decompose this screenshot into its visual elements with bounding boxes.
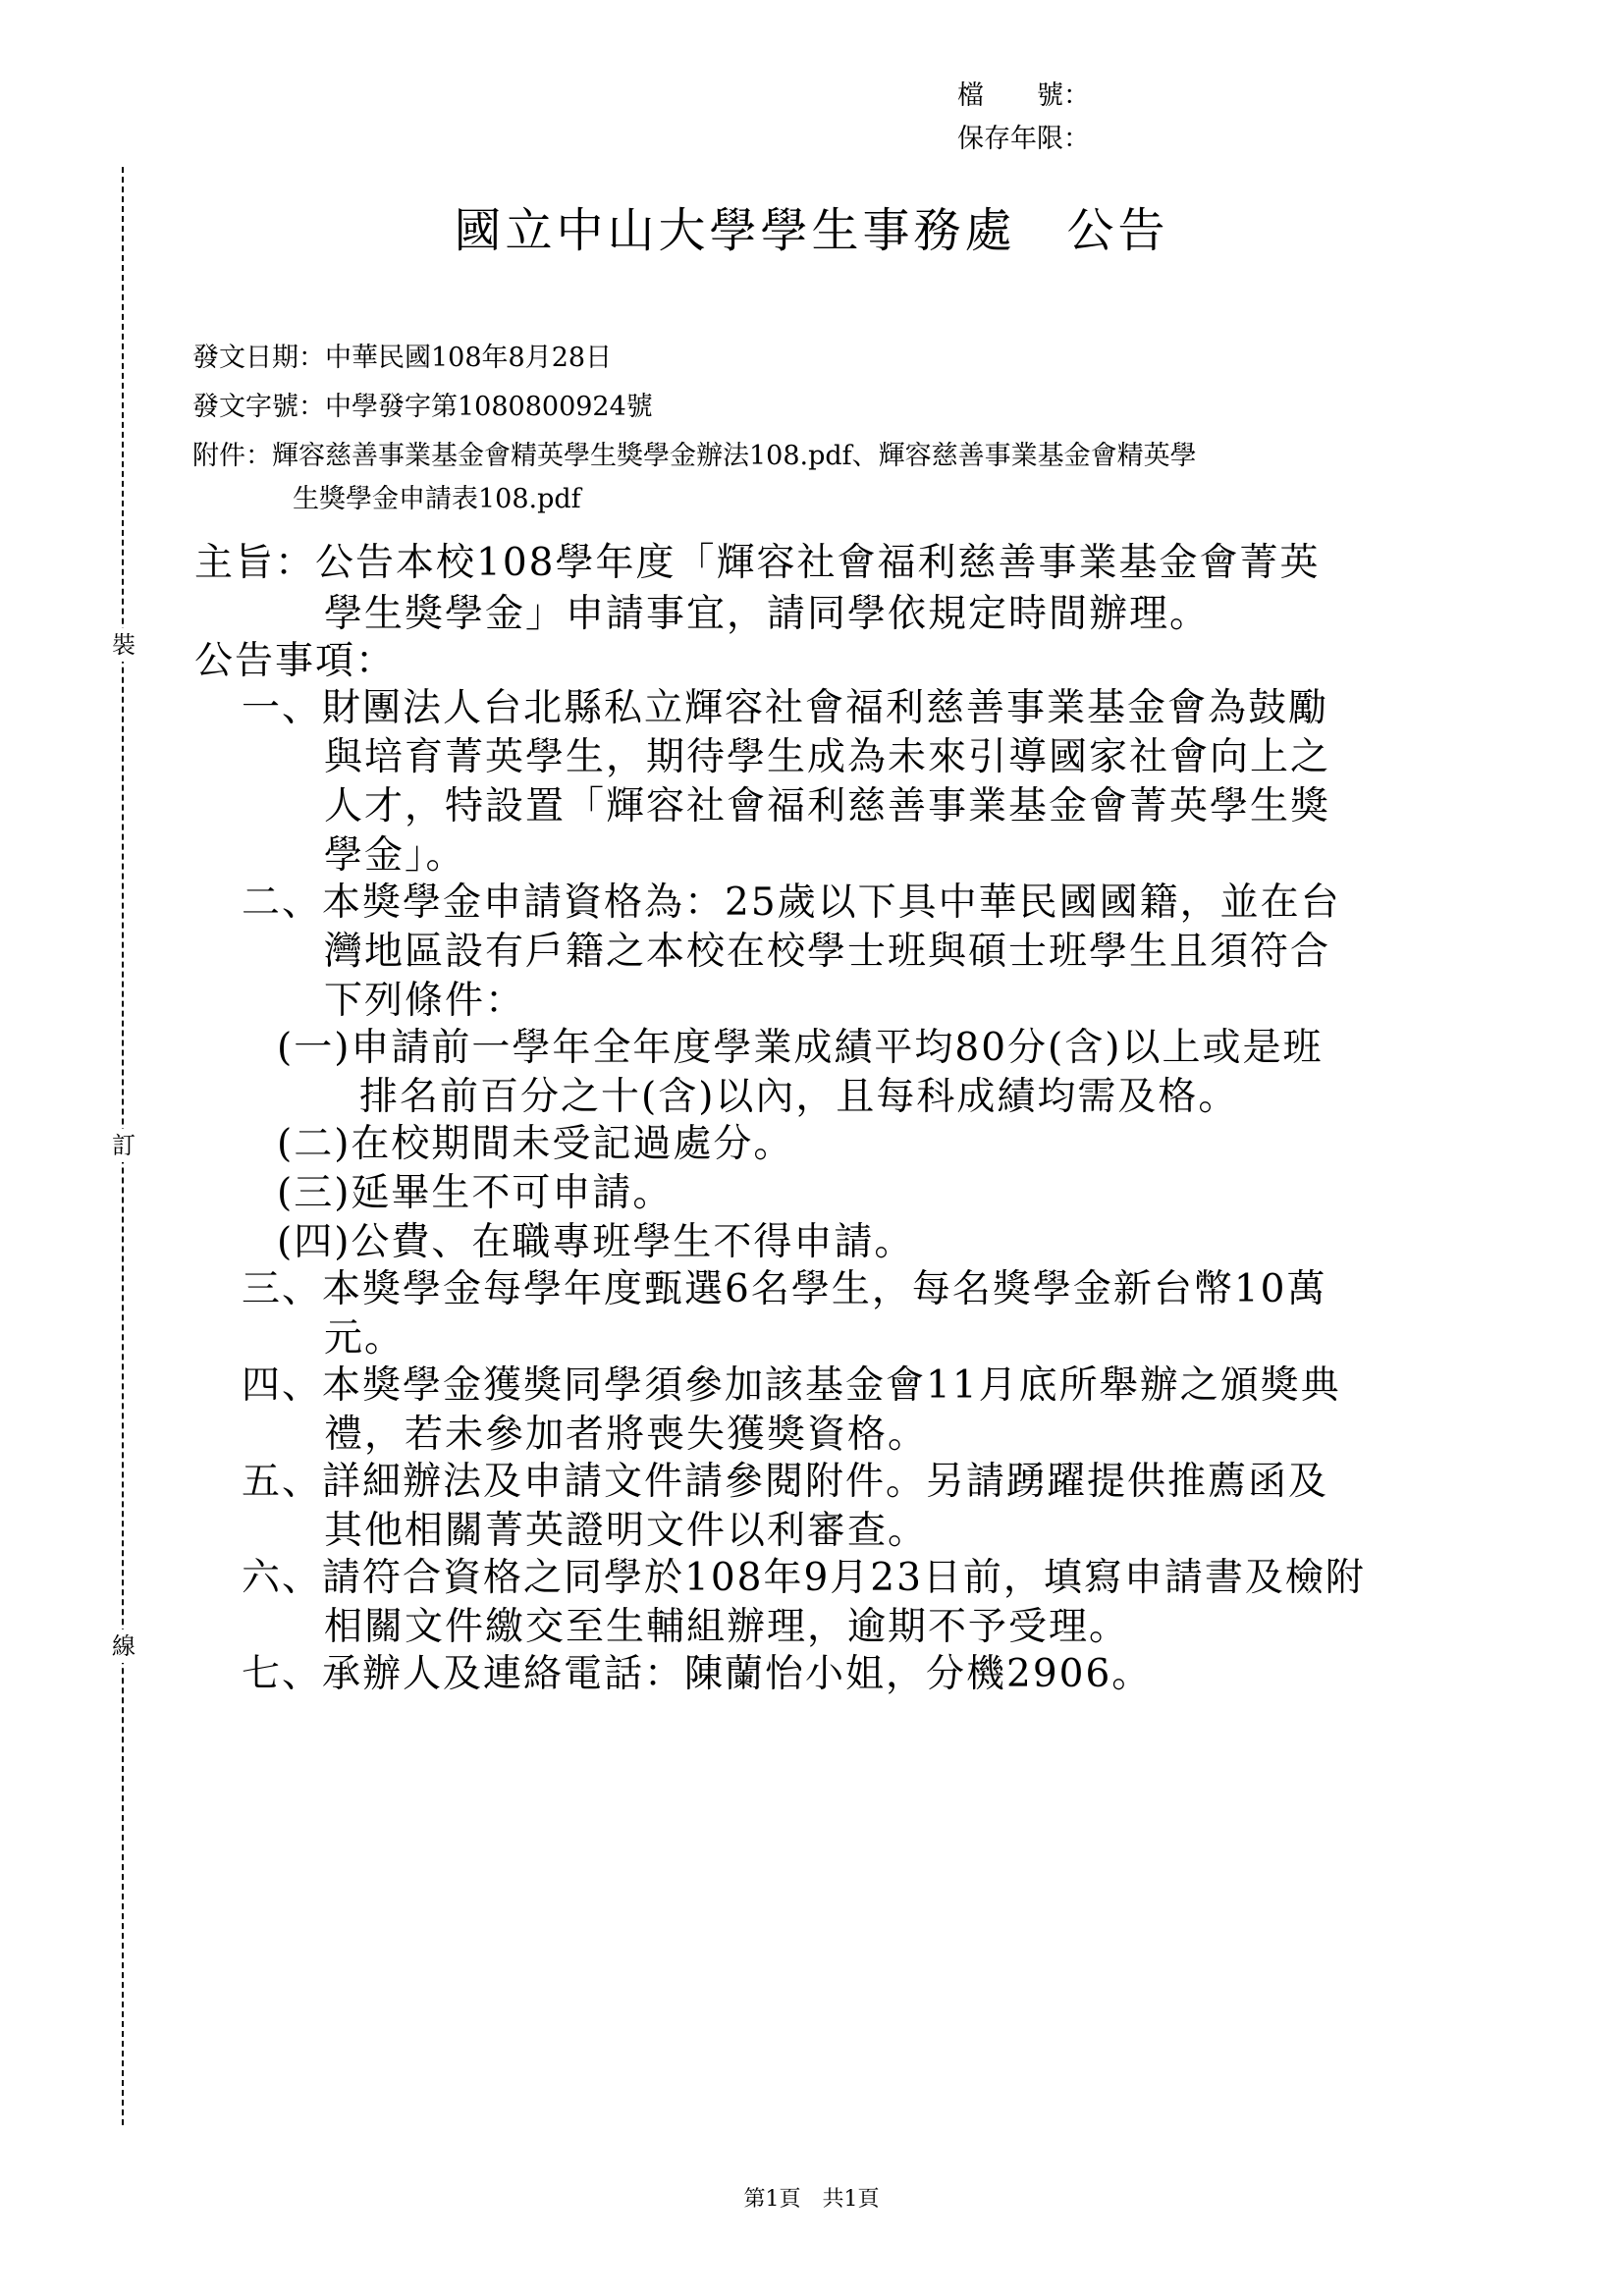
item-1-line-4: 學金」。 <box>324 833 466 878</box>
page-footer: 第1頁 共1頁 <box>743 2187 880 2212</box>
item-6-line-2: 相關文件繳交至生輔組辦理，逾期不予受理。 <box>324 1605 1130 1649</box>
subject-line-1: 主旨：公告本校108學年度「輝容社會福利慈善事業基金會菁英 <box>194 541 1321 585</box>
item-1-line-2: 與培育菁英學生，期待學生成為未來引導國家社會向上之 <box>324 735 1331 779</box>
item-1-line-1: 一、財團法人台北縣私立輝容社會福利慈善事業基金會為鼓勵 <box>242 686 1329 730</box>
binding-mark-xian: 線 <box>109 1629 138 1663</box>
item-2-sub-1-line-2: 排名前百分之十(含)以內，且每科成績均需及格。 <box>359 1075 1239 1119</box>
item-7-line-1: 七、承辦人及連絡電話：陳蘭怡小姐，分機2906。 <box>242 1652 1153 1696</box>
item-2-sub-2: (二)在校期間未受記過處分。 <box>277 1122 794 1166</box>
item-2-line-1: 二、本獎學金申請資格為：25歲以下具中華民國國籍，並在台 <box>242 881 1341 925</box>
issue-date: 發文日期：中華民國108年8月28日 <box>192 343 613 373</box>
attachment-line-1: 附件：輝容慈善事業基金會精英學生獎學金辦法108.pdf、輝容慈善事業基金會精英學 <box>192 441 1197 471</box>
item-6-line-1: 六、請符合資格之同學於108年9月23日前，填寫申請書及檢附 <box>242 1556 1366 1600</box>
binding-mark-ding: 訂 <box>109 1129 138 1162</box>
document-number: 發文字號：中學發字第1080800924號 <box>192 392 653 422</box>
item-3-line-2: 元。 <box>324 1316 406 1361</box>
subject-line-2: 學生獎學金」申請事宜，請同學依規定時間辦理。 <box>324 592 1211 636</box>
attachment-line-2: 生獎學金申請表108.pdf <box>293 484 581 514</box>
item-2-sub-4: (四)公費、在職專班學生不得申請。 <box>277 1220 915 1264</box>
file-number-label: 檔 號： <box>957 80 1090 111</box>
binding-mark-zhuang: 裝 <box>109 628 138 662</box>
item-3-line-1: 三、本獎學金每學年度甄選6名學生，每名獎學金新台幣10萬 <box>242 1267 1327 1311</box>
item-4-line-1: 四、本獎學金獲獎同學須參加該基金會11月底所舉辦之頒獎典 <box>242 1363 1341 1408</box>
item-1-line-3: 人才，特設置「輝容社會福利慈善事業基金會菁英學生獎 <box>324 784 1331 828</box>
item-5-line-2: 其他相關菁英證明文件以利審查。 <box>324 1509 929 1553</box>
item-2-line-3: 下列條件： <box>324 979 526 1023</box>
item-2-sub-3: (三)延畢生不可申請。 <box>277 1171 674 1215</box>
page-title: 國立中山大學學生事務處 公告 <box>454 203 1169 258</box>
item-4-line-2: 禮，若未參加者將喪失獲獎資格。 <box>324 1413 929 1457</box>
item-5-line-1: 五、詳細辦法及申請文件請參閱附件。另請踴躍提供推薦函及 <box>242 1460 1329 1504</box>
file-info <box>957 75 1090 161</box>
item-2-sub-1-line-1: (一)申請前一學年全年度學業成績平均80分(含)以上或是班 <box>277 1026 1324 1070</box>
retention-period-label: 保存年限： <box>957 124 1090 154</box>
notice-heading: 公告事項： <box>194 639 397 683</box>
item-2-line-2: 灣地區設有戶籍之本校在校學士班與碩士班學生且須符合 <box>324 930 1331 974</box>
